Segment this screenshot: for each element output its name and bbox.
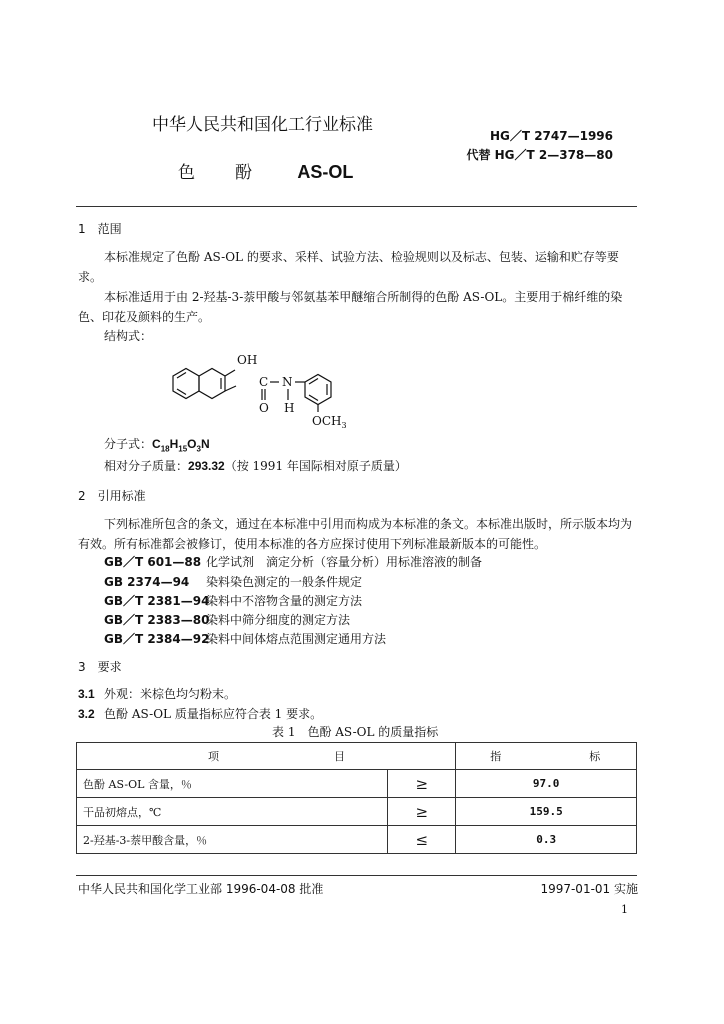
benzene-ring [305, 375, 331, 413]
row-value: 97.0 [456, 770, 637, 798]
header-divider [76, 206, 637, 207]
reference-code: GB／T 2383—80 [104, 613, 210, 627]
section-1-paragraph-2: 本标准适用于由 2-羟基-3-萘甲酸与邻氨基苯甲醚缩合所制得的色酚 AS-OL。主要用于棉纤维的染色、印花及颜料的生产。 [78, 290, 623, 324]
section-3-heading: 3 要求 [78, 660, 122, 674]
structural-formula [165, 338, 365, 430]
reference-code: GB／T 2381—94 [104, 594, 210, 608]
reference-code: GB／T 601—88 [104, 555, 202, 569]
reference-code: GB／T 2384—92 [104, 632, 210, 646]
mass-note: （按 1991 年国际相对原子质量） [224, 459, 407, 473]
table-row [77, 798, 637, 826]
section-2-heading: 2 引用标准 [78, 489, 146, 503]
reference-title: 染料中不溶物含量的测定方法 [206, 594, 363, 608]
row-value: 159.5 [456, 798, 637, 826]
section-1-paragraph-1: 本标准规定了色酚 AS-OL 的要求、采样、试验方法、检验规则以及标志、包装、运输和贮存等要求。 [78, 250, 619, 284]
clause-number: 3.1 [78, 687, 95, 701]
molecular-mass [104, 457, 407, 474]
molecular-formula [104, 435, 210, 453]
formula-label: 分子式： [104, 437, 153, 451]
methoxy-text: OCH [312, 414, 342, 428]
clause-text: 外观：米棕色均匀粉末。 [104, 687, 237, 701]
approval-statement: 中华人民共和国化学工业部 1996-04-08 批准 [78, 882, 324, 896]
reference-item [104, 553, 482, 570]
clause-text: 色酚 AS-OL 质量指标应符合表 1 要求。 [104, 707, 323, 721]
carbonyl-oxygen-label: O [259, 401, 269, 415]
reference-item [104, 573, 362, 590]
reference-code: GB 2374—94 [104, 575, 190, 589]
row-item: 色酚 AS-OL 含量，％ [77, 770, 388, 798]
quality-index-table [76, 742, 637, 854]
replaced-standard: 代替 HG／T 2—378—80 [466, 148, 613, 162]
table-header-row [77, 743, 637, 770]
row-operator: ≥ [388, 798, 456, 826]
table-row [77, 770, 637, 798]
table-caption: 表 1 色酚 AS-OL 的质量指标 [272, 725, 439, 739]
reference-item [104, 592, 362, 609]
naphthalene-rings [173, 369, 236, 399]
carbonyl-carbon-label: C [259, 375, 269, 389]
page-number: 1 [621, 903, 628, 916]
reference-title: 染料染色测定的一般条件规定 [206, 575, 363, 589]
amide-hydrogen-label: H [284, 401, 295, 415]
footer-divider [76, 875, 637, 876]
effective-date: 1997-01-01 实施 [540, 882, 638, 896]
nitrogen-label: N [282, 375, 293, 389]
header-item: 项 目 [77, 743, 456, 770]
reference-title: 染料中筛分细度的测定方法 [206, 613, 351, 627]
clause-number: 3.2 [78, 707, 95, 721]
section-1-heading: 1 范围 [78, 222, 122, 236]
standard-code: HG／T 2747—1996 [489, 129, 613, 143]
hydroxyl-label: OH [237, 353, 258, 367]
requirement-3-2 [78, 705, 322, 722]
reference-item [104, 611, 350, 628]
formula-value: $C_{18}H_{15}O_3N$ [152, 437, 210, 454]
mass-label: 相对分子质量： [104, 459, 189, 473]
title-product-code: AS-OL [297, 162, 354, 182]
structure-label: 结构式： [104, 329, 153, 343]
reference-title: 染料中间体熔点范围测定通用方法 [206, 632, 387, 646]
row-operator: ≥ [388, 770, 456, 798]
reference-item [104, 630, 386, 647]
table-row [77, 826, 637, 854]
requirement-3-1 [78, 685, 236, 702]
document-title [178, 158, 353, 183]
mass-value: 293.32 [188, 459, 225, 473]
section-2-paragraph: 下列标准所包含的条文，通过在本标准中引用而构成为本标准的条文。本标准出版时，所示版本均为有效。所有标准都会被修订，使用本标准的各方应探讨使用下列标准最新版本的可能性。 [78, 517, 633, 551]
row-item: 2-羟基-3-萘甲酸含量，％ [77, 826, 388, 854]
row-operator: ≤ [388, 826, 456, 854]
methoxy-subscript: 3 [341, 421, 347, 430]
title-chinese: 色酚 [178, 163, 292, 183]
national-standard-title: 中华人民共和国化工行业标准 [152, 115, 373, 135]
methoxy-label [312, 414, 347, 430]
row-value: 0.3 [456, 826, 637, 854]
reference-title: 化学试剂 滴定分析（容量分析）用标准溶液的制备 [206, 555, 483, 569]
header-index: 指 标 [456, 743, 637, 770]
row-item: 干品初熔点，℃ [77, 798, 388, 826]
